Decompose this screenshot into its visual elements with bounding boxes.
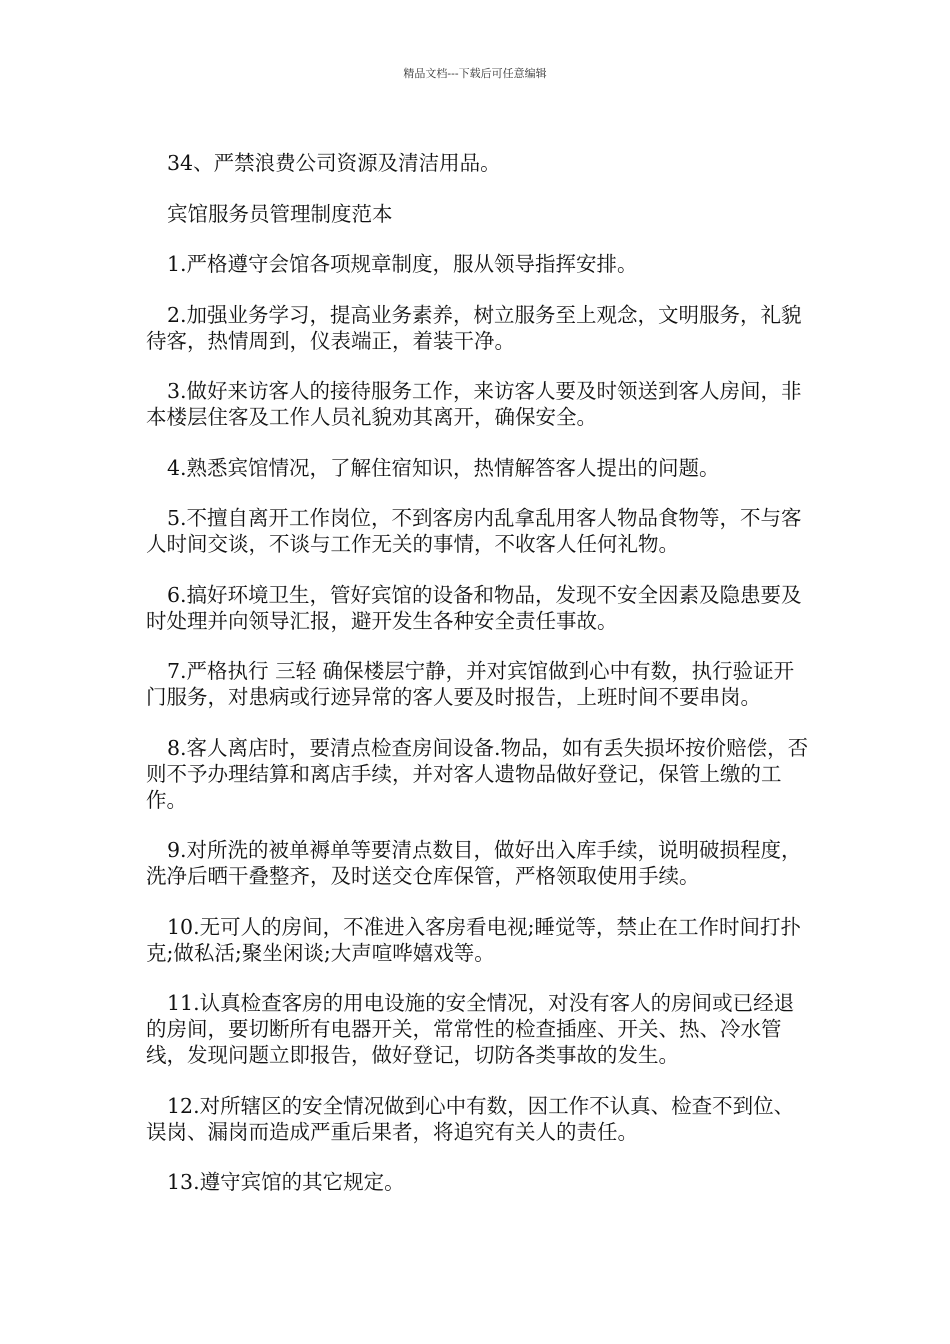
paragraph-rule-8: 8.客人离店时，要清点检查房间设备.物品，如有丢失损坏按价赔偿，否则不予办理结算和离店手续，并对客人遗物品做好登记，保管上缴的工作。 xyxy=(146,735,809,812)
paragraph-rule-10: 10.无可人的房间，不准进入客房看电视;睡觉等，禁止在工作时间打扑克;做私活;聚坐闲谈;大声喧哗嬉戏等。 xyxy=(146,914,802,965)
paragraph-rule-2: 2.加强业务学习，提高业务素养，树立服务至上观念，文明服务，礼貌待客，热情周到，仪表端正，着装干净。 xyxy=(146,302,802,353)
paragraph-rule-5: 5.不擅自离开工作岗位，不到客房内乱拿乱用客人物品食物等，不与客人时间交谈，不谈与工作无关的事情，不收客人任何礼物。 xyxy=(146,506,802,556)
section-title: 宾馆服务员管理制度范本 xyxy=(167,201,393,226)
paragraph-rule-6: 6.搞好环境卫生，管好宾馆的设备和物品，发现不安全因素及隐患要及时处理并向领导汇报，避开发生各种安全责任事故。 xyxy=(146,582,802,633)
paragraph-rule-9: 9.对所洗的被单褥单等要清点数目，做好出入库手续，说明破损程度，洗净后晒干叠整齐，及时送交仓库保管，严格领取使用手续。 xyxy=(146,838,802,888)
page-header: 精品文档---下载后可任意编辑 xyxy=(403,67,547,80)
paragraph-rule-13: 13.遵守宾馆的其它规定。 xyxy=(167,1170,405,1194)
paragraph-rule-34: 34、严禁浪费公司资源及清洁用品。 xyxy=(167,151,501,175)
document-body xyxy=(146,150,814,1220)
paragraph-rule-11: 11.认真检查客房的用电设施的安全情况，对没有客人的房间或已经退的房间，要切断所有电器开关，常常性的检查插座、开关、热、冷水管线，发现问题立即报告，做好登记，切防各类事故的发生。 xyxy=(146,991,795,1067)
paragraph-rule-1: 1.严格遵守会馆各项规章制度，服从领导指挥安排。 xyxy=(167,252,638,276)
paragraph-rule-12: 12.对所辖区的安全情况做到心中有数，因工作不认真、检查不到位、误岗、漏岗而造成严重后果者，将追究有关人的责任。 xyxy=(146,1093,795,1144)
paragraph-rule-3: 3.做好来访客人的接待服务工作，来访客人要及时领送到客人房间，非本楼层住客及工作人员礼貌劝其离开，确保安全。 xyxy=(146,379,802,429)
paragraph-rule-4: 4.熟悉宾馆情况，了解住宿知识，热情解答客人提出的问题。 xyxy=(167,455,720,480)
paragraph-rule-7: 7.严格执行 三轻 确保楼层宁静，并对宾馆做到心中有数，执行验证开门服务，对患病或行迹异常的客人要及时报告，上班时间不要串岗。 xyxy=(146,659,795,709)
